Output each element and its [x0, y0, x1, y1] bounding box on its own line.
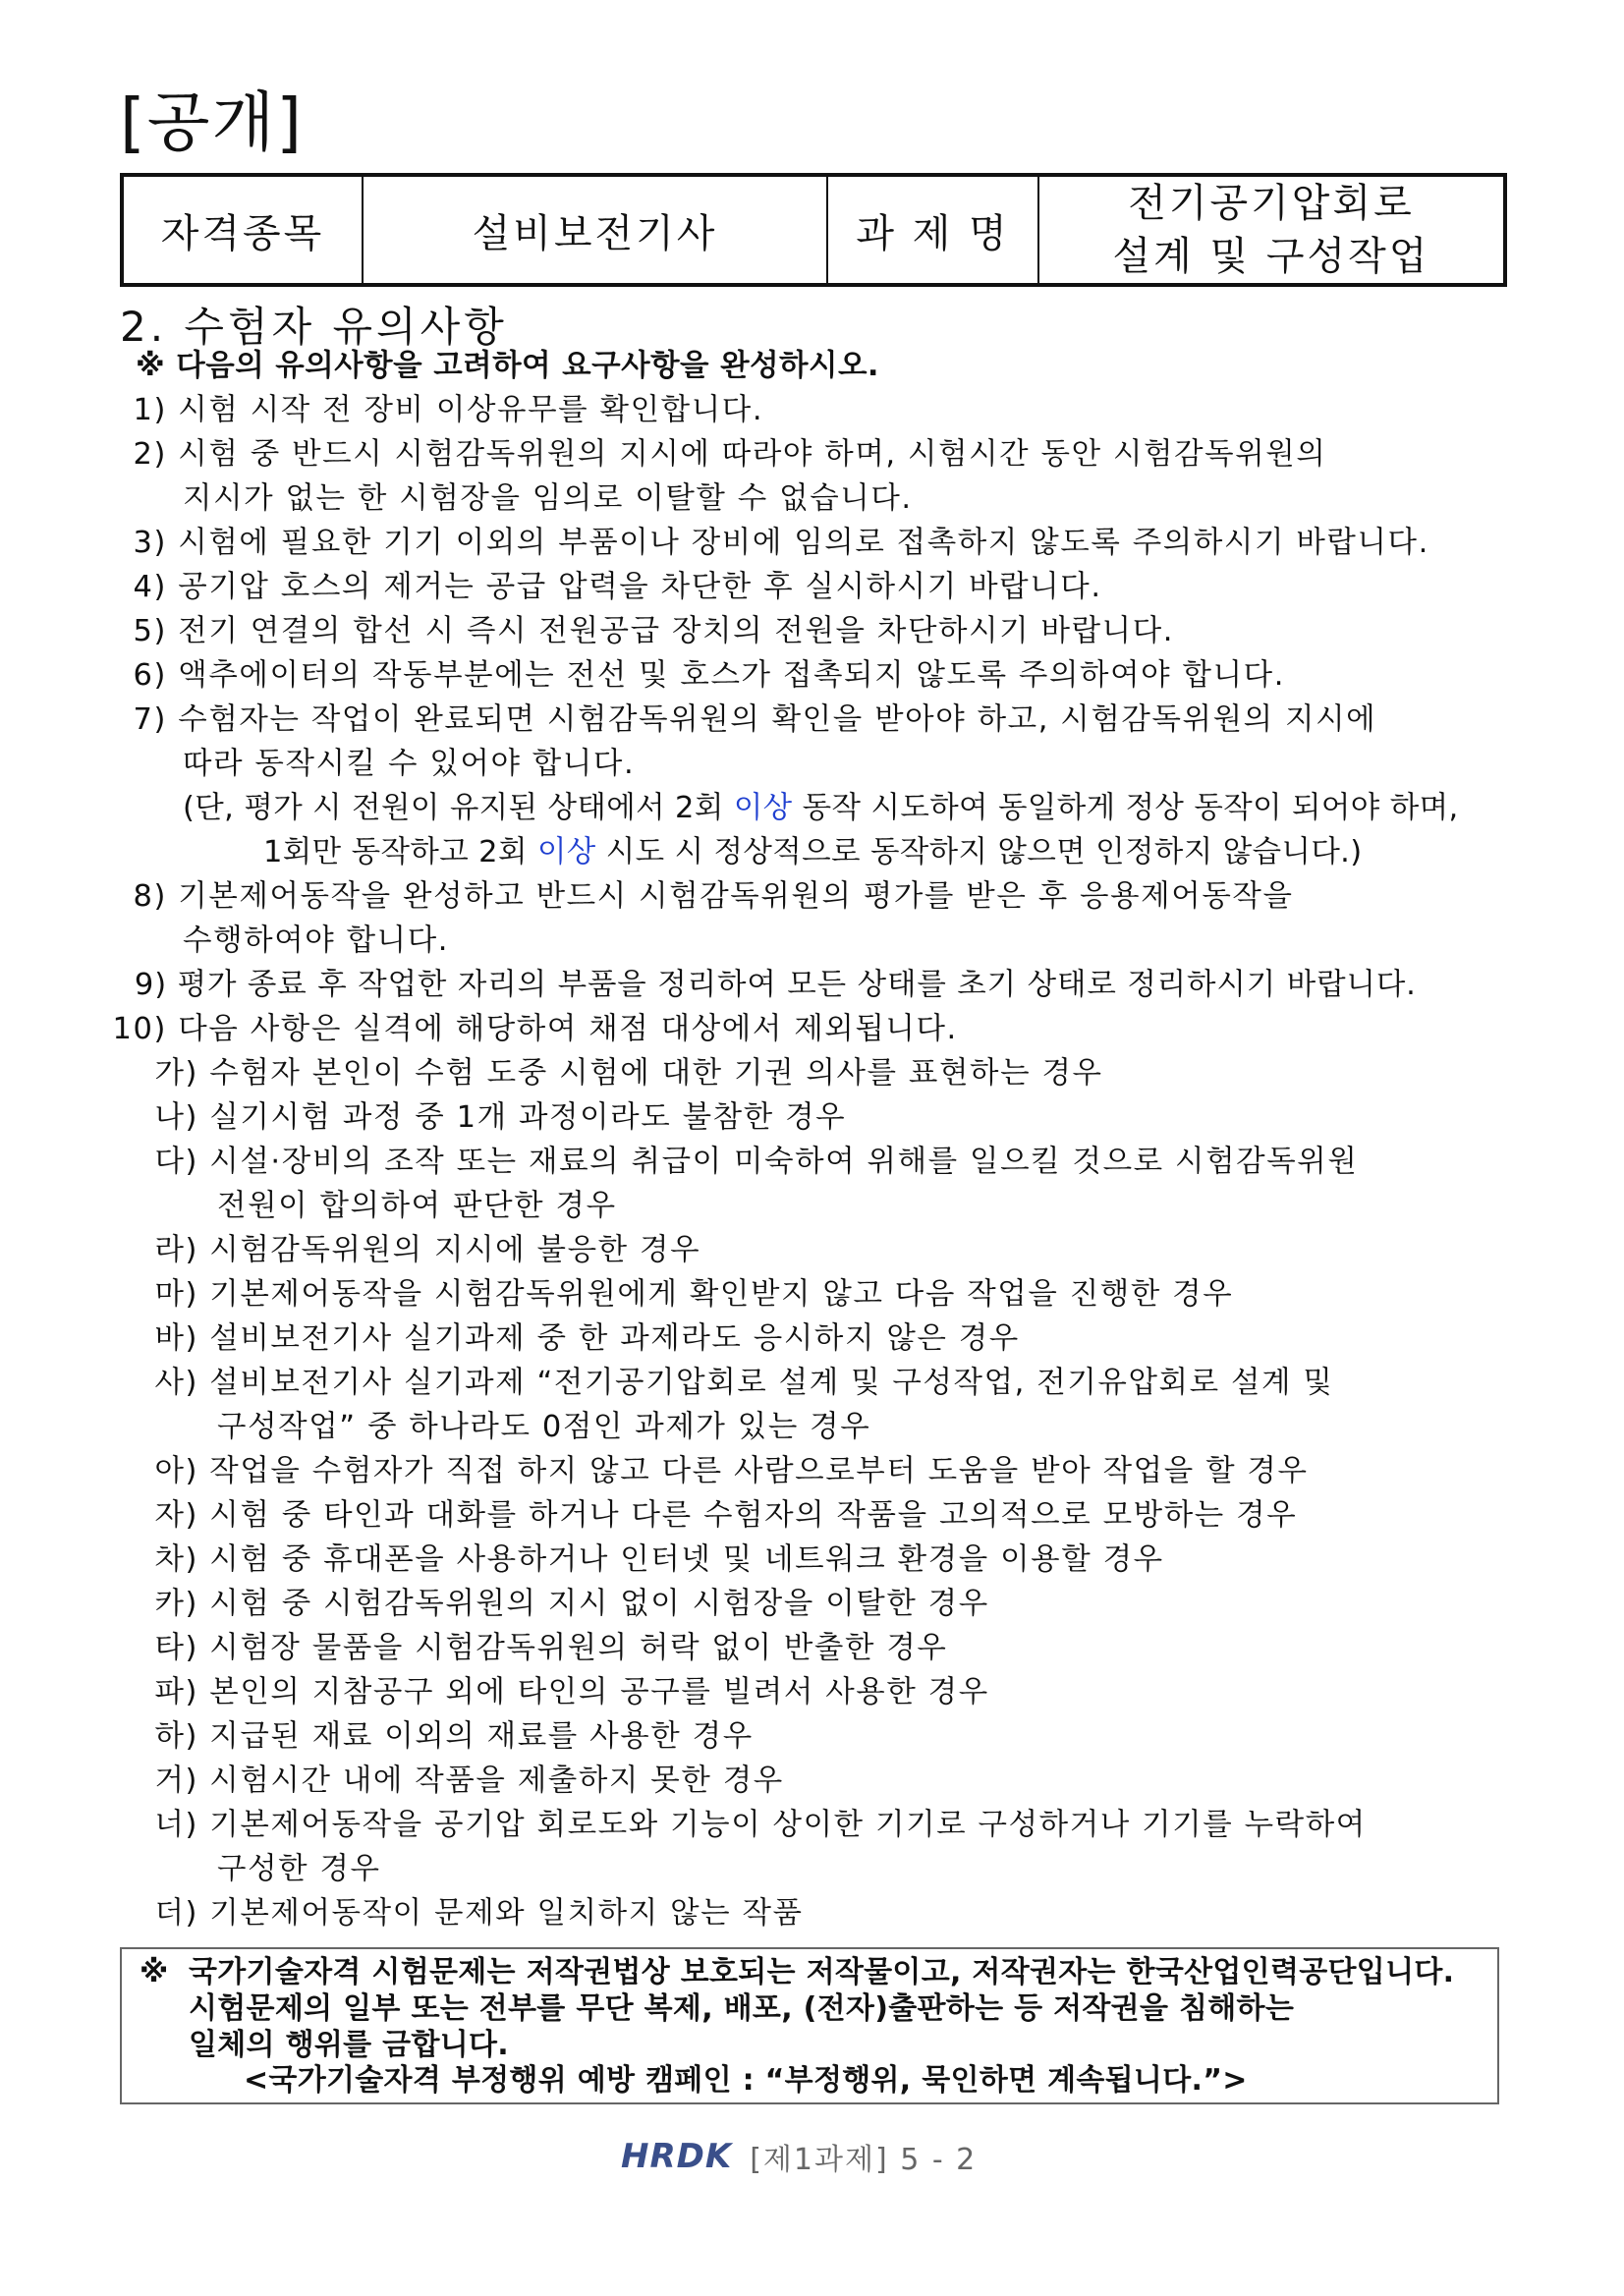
notice-mark: ※ — [140, 1955, 169, 1989]
sub-list-item: 타) 시험장 물품을 시험감독위원의 허락 없이 반출한 경우 — [154, 1631, 948, 1665]
sub-list-item: 사) 설비보전기사 실기과제 “전기공기압회로 설계 및 구성작업, 전기유압회로 설계 및 — [154, 1366, 1334, 1400]
notice-line3: 일체의 행위를 금합니다. — [189, 2028, 509, 2062]
list-item: 5) 전기 연결의 합선 시 즉시 전원공급 장치의 전원을 차단하시기 바랍니다. — [133, 614, 1175, 648]
sub-list-item: 마) 기본제어동작을 시험감독위원에게 확인받지 않고 다음 작업을 진행한 경우 — [154, 1277, 1234, 1312]
page-number: [제1과제] 5 - 2 — [750, 2143, 978, 2177]
list-item: 9) 평가 종료 후 작업한 자리의 부품을 정리하여 모든 상태를 초기 상태로 정리하시기 바랍니다. — [134, 968, 1417, 1002]
list-item: 6) 액추에이터의 작동부분에는 전선 및 호스가 접촉되지 않도록 주의하여야 합니다. — [133, 658, 1286, 693]
sub-list-item: 가) 수험자 본인이 수험 도중 시험에 대한 기권 의사를 표현하는 경우 — [154, 1056, 1103, 1091]
paren-note-line2: 1회만 동작하고 2회 이상 시도 시 정상적으로 동작하지 않으면 인정하지 않습니다.) — [263, 835, 1363, 869]
paren-note-line1: (단, 평가 시 전원이 유지된 상태에서 2회 이상 동작 시도하여 동일하게 정상 동작이 되어야 하며, — [183, 791, 1459, 825]
list-item: 7) 수험자는 작업이 완료되면 시험감독위원의 확인을 받아야 하고, 시험감독위원의 지시에 — [133, 702, 1377, 737]
hrdk-logo: HRDK — [621, 2137, 733, 2176]
sub-list-item: 너) 기본제어동작을 공기압 회로도와 기능이 상이한 기기로 구성하거나 기기를 누락하여 — [154, 1808, 1367, 1842]
notes-list — [0, 344, 1624, 1935]
task-value-line2: 설계 및 구성작업 — [1112, 234, 1430, 279]
list-item: 4) 공기압 호스의 제거는 공급 압력을 차단한 후 실시하시기 바랍니다. — [133, 570, 1102, 604]
list-item-continuation: 수행하여야 합니다. — [183, 924, 450, 958]
section-title: 2. 수험자 유의사항 — [120, 303, 508, 351]
task-value — [1038, 175, 1505, 285]
sub-list-item: 더) 기본제어동작이 문제와 일치하지 않는 작품 — [154, 1896, 804, 1931]
sub-list-item: 카) 시험 중 시험감독위원의 지시 없이 시험장을 이탈한 경우 — [154, 1587, 989, 1621]
sub-list-item: 라) 시험감독위원의 지시에 불응한 경우 — [154, 1233, 701, 1267]
list-item: 1) 시험 시작 전 장비 이상유무를 확인합니다. — [133, 393, 764, 427]
copyright-notice — [120, 1947, 1499, 2104]
sub-list-item: 아) 작업을 수험자가 직접 하지 않고 다른 사람으로부터 도움을 받아 작업을 할 경우 — [154, 1454, 1309, 1488]
sub-list-item-continuation: 전원이 합의하여 판단한 경우 — [217, 1189, 617, 1223]
sub-list-item: 나) 실기시험 과정 중 1개 과정이라도 불참한 경우 — [154, 1100, 847, 1135]
exam-header-table — [120, 173, 1507, 287]
sub-list-item: 자) 시험 중 타인과 대화를 하거나 다른 수험자의 작품을 고의적으로 모방하는 경우 — [154, 1498, 1298, 1533]
list-item: 2) 시험 중 반드시 시험감독위원의 지시에 따라야 하며, 시험시간 동안 시험감독위원의 — [133, 437, 1327, 472]
task-label: 과 제 명 — [827, 175, 1038, 285]
list-item-continuation: 지시가 없는 한 시험장을 임의로 이탈할 수 없습니다. — [183, 481, 913, 516]
sub-list-item: 거) 시험시간 내에 작품을 제출하지 못한 경우 — [154, 1764, 784, 1798]
sub-list-item: 차) 시험 중 휴대폰을 사용하거나 인터넷 및 네트워크 환경을 이용할 경우 — [154, 1542, 1164, 1577]
list-item: 10) 다음 사항은 실격에 해당하여 채점 대상에서 제외됩니다. — [112, 1012, 958, 1046]
highlight-text: 이상 — [536, 835, 596, 869]
sub-list-item: 바) 설비보전기사 실기과제 중 한 과제라도 응시하지 않은 경우 — [154, 1321, 1020, 1356]
section-intro: ※ 다음의 유의사항을 고려하여 요구사항을 완성하시오. — [136, 349, 880, 383]
notice-line1: 국가기술자격 시험문제는 저작권법상 보호되는 저작물이고, 저작권자는 한국산업인력공단입니다. — [189, 1955, 1455, 1989]
disclosure-label: [공개] — [120, 84, 305, 160]
list-item: 8) 기본제어동작을 완성하고 반드시 시험감독위원의 평가를 받은 후 응용제어동작을 — [133, 879, 1294, 914]
notice-line2: 시험문제의 일부 또는 전부를 무단 복제, 배포, (전자)출판하는 등 저작권을 침해하는 — [189, 1991, 1295, 2026]
sub-list-item-continuation: 구성한 경우 — [217, 1852, 381, 1886]
task-value-line1: 전기공기압회로 — [1128, 181, 1415, 226]
sub-list-item: 파) 본인의 지참공구 외에 타인의 공구를 빌려서 사용한 경우 — [154, 1675, 989, 1709]
sub-list-item: 다) 시설·장비의 조작 또는 재료의 취급이 미숙하여 위해를 일으킬 것으로 시험감독위원 — [154, 1145, 1359, 1179]
highlight-text: 이상 — [733, 791, 793, 825]
sub-list-item: 하) 지급된 재료 이외의 재료를 사용한 경우 — [154, 1719, 754, 1754]
sub-list-item-continuation: 구성작업” 중 하나라도 0점인 과제가 있는 경우 — [217, 1410, 871, 1444]
notice-campaign: <국가기술자격 부정행위 예방 캠페인 : “부정행위, 묵인하면 계속됩니다.”> — [244, 2063, 1248, 2098]
page-footer — [621, 2134, 977, 2179]
list-item: 3) 시험에 필요한 기기 이외의 부품이나 장비에 임의로 접촉하지 않도록 주의하시기 바랍니다. — [133, 526, 1429, 560]
field-label: 자격종목 — [122, 175, 363, 285]
list-item-continuation: 따라 동작시킬 수 있어야 합니다. — [183, 747, 636, 781]
field-value: 설비보전기사 — [363, 175, 827, 285]
